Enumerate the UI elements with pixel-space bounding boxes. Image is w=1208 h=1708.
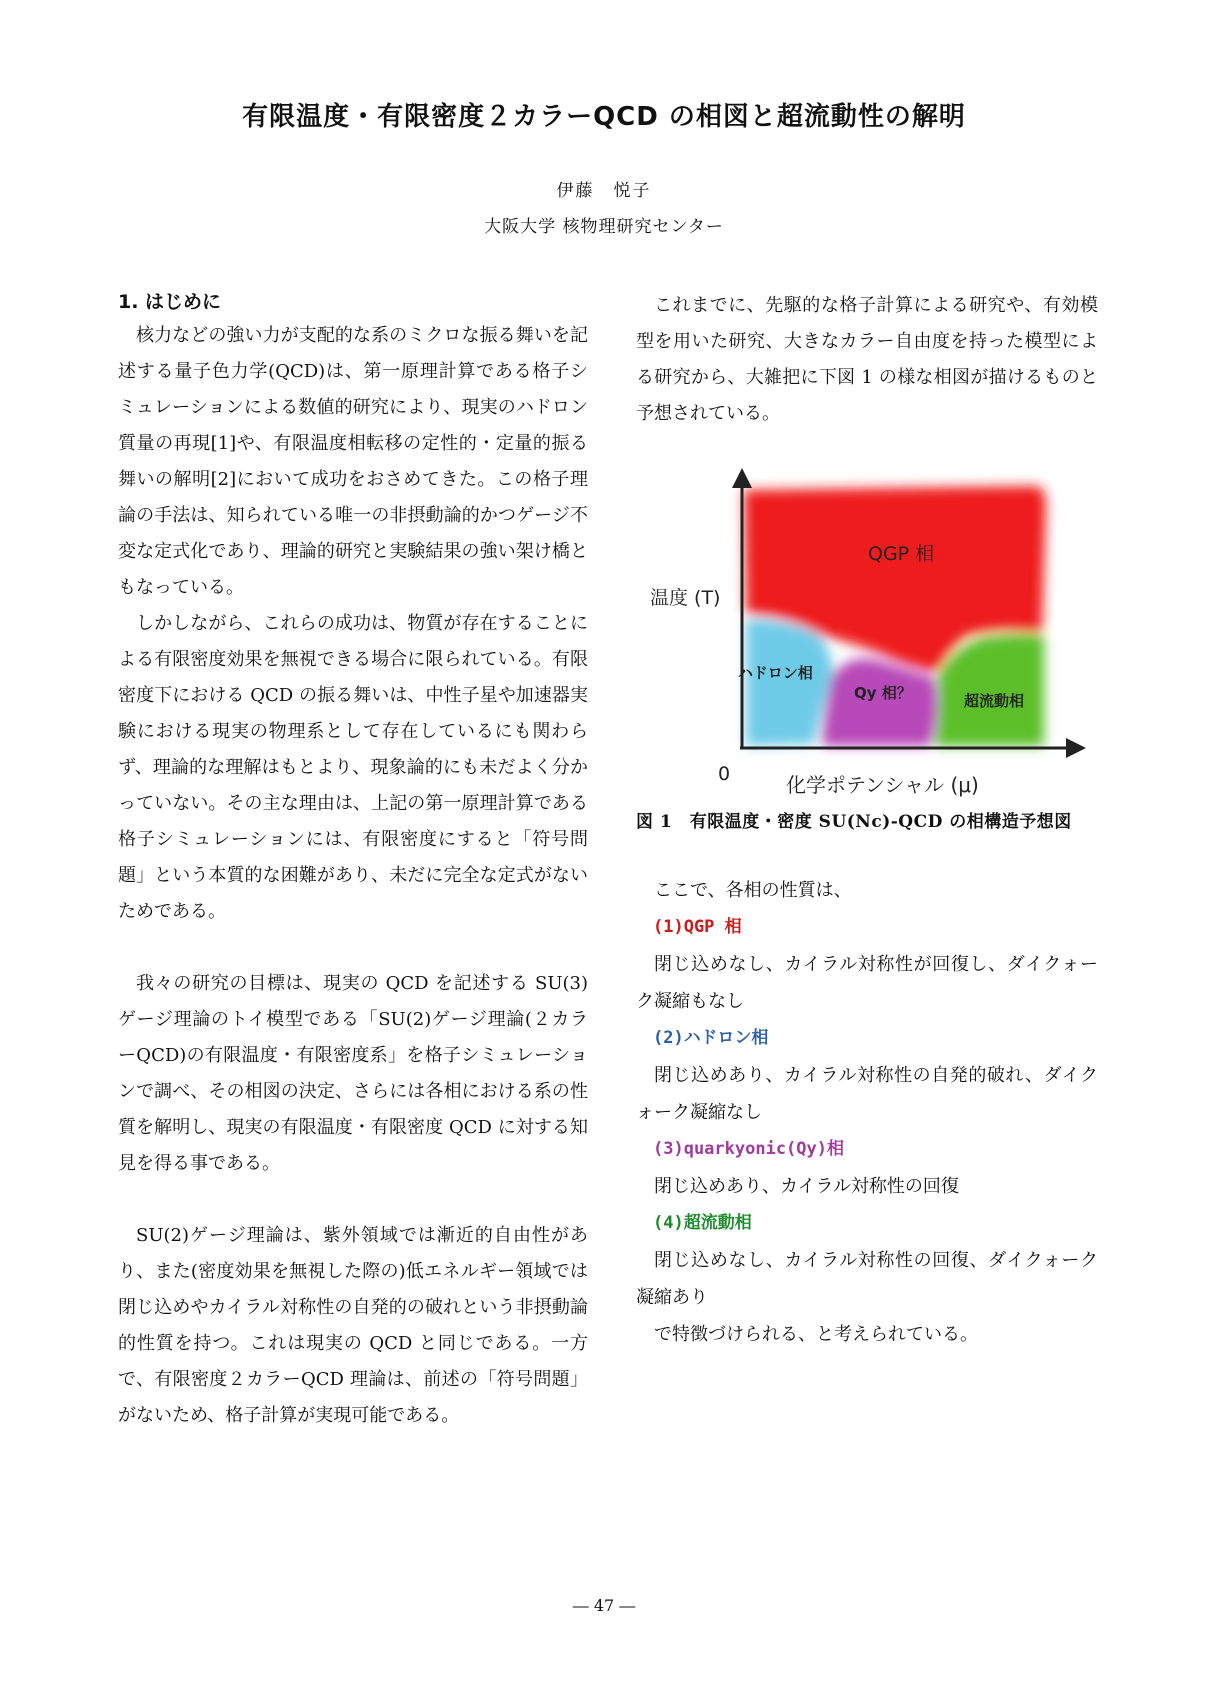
x-axis-arrow xyxy=(1066,738,1086,758)
properties-conclusion: で特徴づけられる、と考えられている。 xyxy=(654,1324,978,1345)
hadron-region xyxy=(746,620,832,746)
phase-desc-superfluid: 閉じ込めなし、カイラル対称性の回復、ダイクォーク凝縮あり xyxy=(636,1250,1098,1308)
figure-caption: 図 1 有限温度・密度 SU(Nc)-QCD の相構造予想図 xyxy=(636,812,1072,832)
section-heading: 1. はじめに xyxy=(118,291,222,313)
y-axis-label: 温度 (T) xyxy=(650,587,721,609)
phase-desc-hadron: 閉じ込めあり、カイラル対称性の自発的破れ、ダイクォーク凝縮なし xyxy=(636,1065,1098,1123)
page-number: ― 47 ― xyxy=(572,1596,636,1615)
origin-label: 0 xyxy=(718,763,731,785)
paragraph-2: しかしながら、これらの成功は、物質が存在することによる有限密度効果を無視できる場合に限られている。有限密度下における QCD の振る舞いは、中性子星や加速器実験における現実の物理系として存在しているにも関わらず、理論的な理解はもとより、現象論的にも未だよく分かっていない。その主な理由は、上記の第一原理計算である格子シミュレーションには、有限密度にすると「符号問題」という本質的な困難があり、未だに完全な定式がないためである。 xyxy=(118,613,588,922)
y-axis-arrow xyxy=(732,468,752,488)
phase-heading-superfluid: (4)超流動相 xyxy=(653,1213,752,1233)
quarkyonic-region xyxy=(822,659,937,746)
x-axis-label: 化学ポテンシャル (μ) xyxy=(786,773,979,797)
superfluid-region xyxy=(934,634,1044,746)
superfluid-label: 超流動相 xyxy=(964,692,1025,710)
phase-properties xyxy=(636,872,1098,1353)
properties-intro: ここで、各相の性質は、 xyxy=(654,880,852,901)
phase-desc-qgp: 閉じ込めなし、カイラル対称性が回復し、ダイクォーク凝縮もなし xyxy=(636,954,1098,1012)
paragraph-4: SU(2)ゲージ理論は、紫外領域では漸近的自由性があり、また(密度効果を無視した際の)低エネルギー領域では閉じ込めやカイラル対称性の自発的の破れという非摂動論的性質を持つ。これは現実の QCD と同じである。一方で、有限密度２カラーQCD 理論は、前述の「符号問題」がないため、格子計算が実現可能である。 xyxy=(118,1225,588,1426)
right-column xyxy=(636,288,1098,1353)
author-name: 伊藤 悦子 xyxy=(556,181,652,201)
phase-diagram-figure xyxy=(636,464,1098,804)
paragraph-3: 我々の研究の目標は、現実の QCD を記述する SU(3)ゲージ理論のトイ模型である「SU(2)ゲージ理論(２カラーQCD)の有限温度・有限密度系」を格子シミュレーションで調べ、その相図の決定、さらには各相における系の性質を解明し、現実の有限温度・有限密度 QCD に対する知見を得る事である。 xyxy=(118,973,588,1174)
phase-desc-quarkyonic: 閉じ込めあり、カイラル対称性の回復 xyxy=(654,1176,959,1197)
phase-heading-quarkyonic: (3)quarkyonic(Qy)相 xyxy=(653,1139,844,1159)
paper-title: 有限温度・有限密度２カラーQCD の相図と超流動性の解明 xyxy=(242,102,966,132)
quarkyonic-label: Qy 相？ xyxy=(854,684,912,702)
hadron-label: ハドロン相 xyxy=(738,664,813,682)
phase-heading-qgp: (1)QGP 相 xyxy=(653,917,742,937)
phase-heading-hadron: (2)ハドロン相 xyxy=(653,1028,769,1048)
paragraph-1: 核力などの強い力が支配的な系のミクロな振る舞いを記述する量子色力学(QCD)は、第一原理計算である格子シミュレーションによる数値的研究により、現実のハドロン質量の再現[1]や、有限温度相転移の定性的・定量的振る舞いの解明[2]において成功をおさめてきた。この格子理論の手法は、知られている唯一の非摂動論的かつゲージ不変な定式化であり、理論的研究と実験結果の強い架け橋ともなっている。 xyxy=(118,325,588,598)
left-column xyxy=(118,288,588,1434)
phase-diagram xyxy=(636,464,1098,804)
author-affiliation: 大阪大学 核物理研究センター xyxy=(484,217,724,237)
qgp-label: QGP 相 xyxy=(868,543,935,565)
intro-paragraph: これまでに、先駆的な格子計算による研究や、有効模型を用いた研究、大きなカラー自由度を持った模型による研究から、大雑把に下図 1 の様な相図が描けるものと予想されている。 xyxy=(636,295,1098,424)
